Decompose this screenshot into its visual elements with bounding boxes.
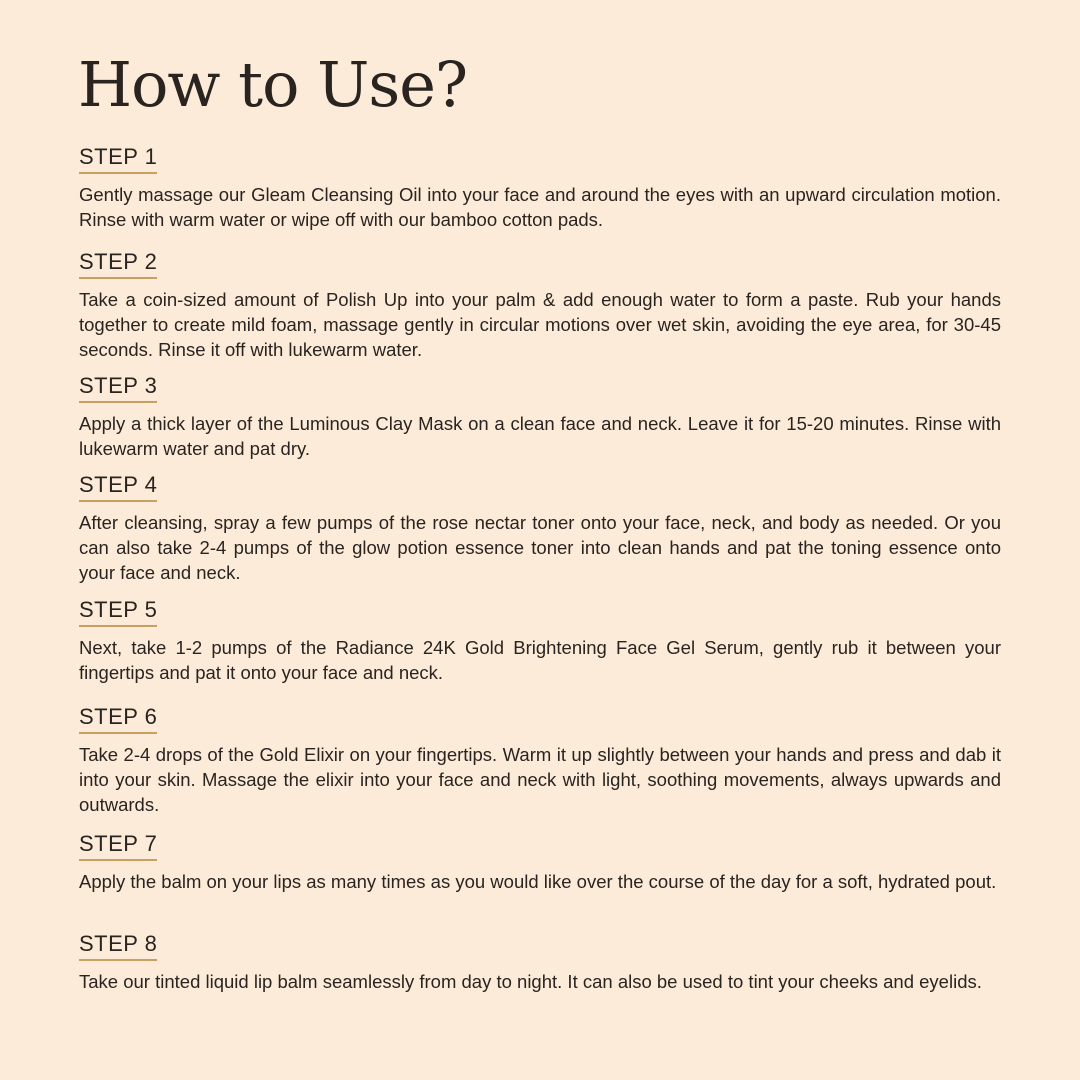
step-5-label: STEP 5 bbox=[79, 596, 157, 627]
step-5 bbox=[79, 596, 1001, 685]
step-6 bbox=[79, 703, 1001, 817]
step-4-label: STEP 4 bbox=[79, 471, 157, 502]
step-3 bbox=[79, 372, 1001, 461]
step-3-label: STEP 3 bbox=[79, 372, 157, 403]
step-5-text: Next, take 1-2 pumps of the Radiance 24K Gold Brightening Face Gel Serum, gently rub it between your fingertips and pat it onto your face and neck. bbox=[79, 637, 1001, 683]
step-6-label: STEP 6 bbox=[79, 703, 157, 734]
step-1-label: STEP 1 bbox=[79, 143, 157, 174]
step-6-text: Take 2-4 drops of the Gold Elixir on your fingertips. Warm it up slightly between your hands and press and dab it into your skin. Massage the elixir into your face and neck with light, soothing movements, always upwards and outwards. bbox=[79, 744, 1001, 815]
step-3-text: Apply a thick layer of the Luminous Clay Mask on a clean face and neck. Leave it for 15-20 minutes. Rinse with lukewarm water and pat dry. bbox=[79, 413, 1001, 459]
step-4-text: After cleansing, spray a few pumps of the rose nectar toner onto your face, neck, and body as needed. Or you can also take 2-4 pumps of the glow potion essence toner into clean hands and pat the toning essence onto your face and neck. bbox=[79, 512, 1001, 583]
step-2 bbox=[79, 248, 1001, 362]
step-8-text: Take our tinted liquid lip balm seamlessly from day to night. It can also be used to tint your cheeks and eyelids. bbox=[79, 971, 982, 992]
step-8 bbox=[79, 930, 1001, 994]
step-7-label: STEP 7 bbox=[79, 830, 157, 861]
page-title: How to Use? bbox=[78, 48, 468, 121]
step-7 bbox=[79, 830, 1001, 894]
step-2-text: Take a coin-sized amount of Polish Up into your palm & add enough water to form a paste. Rub your hands together to create mild foam, massage gently in circular motions over wet skin, avoiding the eye area, for 30-45 seconds. Rinse it off with lukewarm water. bbox=[79, 289, 1001, 360]
step-2-label: STEP 2 bbox=[79, 248, 157, 279]
step-8-label: STEP 8 bbox=[79, 930, 157, 961]
step-4 bbox=[79, 471, 1001, 585]
step-1-text: Gently massage our Gleam Cleansing Oil into your face and around the eyes with an upward circulation motion. Rinse with warm water or wipe off with our bamboo cotton pads. bbox=[79, 184, 1001, 230]
step-1 bbox=[79, 143, 1001, 232]
step-7-text: Apply the balm on your lips as many times as you would like over the course of the day for a soft, hydrated pout. bbox=[79, 871, 997, 892]
